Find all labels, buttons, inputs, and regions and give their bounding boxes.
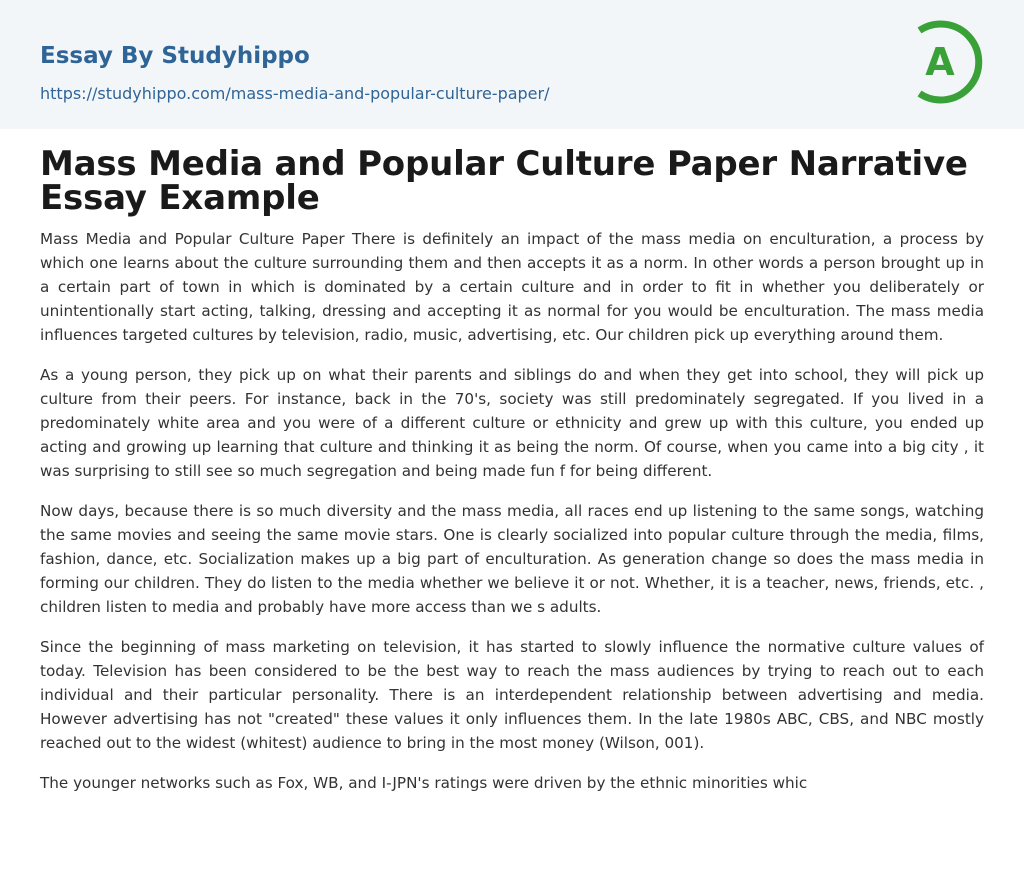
article bbox=[40, 144, 984, 811]
paragraph: The younger networks such as Fox, WB, and I-JPN's ratings were driven by the ethnic minorities whic bbox=[40, 774, 808, 792]
page-title: Mass Media and Popular Culture Paper Narrative Essay Example bbox=[40, 144, 968, 218]
logo-letter: A bbox=[925, 40, 955, 84]
paragraph: Since the beginning of mass marketing on television, it has started to slowly influence the normative culture values of today. Television has been considered to be the best way to reach the mass audiences by trying to reach out to each individual and their particular personality. There is an interdependent relationship between advertising and media. However advertising has not "created" these values it only influences them. In the late 1980s ABC, CBS, and NBC mostly reached out to the widest (whitest) audience to bring in the most money (Wilson, 001). bbox=[40, 638, 984, 752]
paragraph: Mass Media and Popular Culture Paper There is definitely an impact of the mass media on enculturation, a process by which one learns about the culture surrounding them and then accepts it as a norm. In other words a person brought up in a certain part of town in which is dominated by a certain culture and in order to fit in whether you deliberately or unintentionally start acting, talking, dressing and accepting it as normal for you would be enculturation. The mass media influences targeted cultures by television, radio, music, advertising, etc. Our children pick up everything around them. bbox=[40, 230, 984, 344]
site-brand[interactable]: Essay By Studyhippo bbox=[40, 43, 310, 69]
essay-url-link[interactable]: https://studyhippo.com/mass-media-and-popular-culture-paper/ bbox=[40, 84, 550, 103]
paragraph: As a young person, they pick up on what their parents and siblings do and when they get into school, they will pick up culture from their peers. For instance, back in the 70's, society was still predominately segregated. If you lived in a predominately white area and you were of a different culture or ethnicity and grew up with this culture, you ended up acting and growing up learning that culture and thinking it as being the norm. Of course, when you came into a big city , it was surprising to still see so much segregation and being made fun f for being different. bbox=[40, 366, 984, 480]
studyhippo-logo[interactable] bbox=[909, 18, 989, 106]
site-header bbox=[0, 0, 1024, 129]
paragraph: Now days, because there is so much diversity and the mass media, all races end up listening to the same songs, watching the same movies and seeing the same movie stars. One is clearly socialized into popular culture through the media, films, fashion, dance, etc. Socialization makes up a big part of enculturation. As generation change so does the mass media in forming our children. They do listen to the media whether we believe it or not. Whether, it is a teacher, news, friends, etc. , children listen to media and probably have more access than we s adults. bbox=[40, 502, 984, 616]
